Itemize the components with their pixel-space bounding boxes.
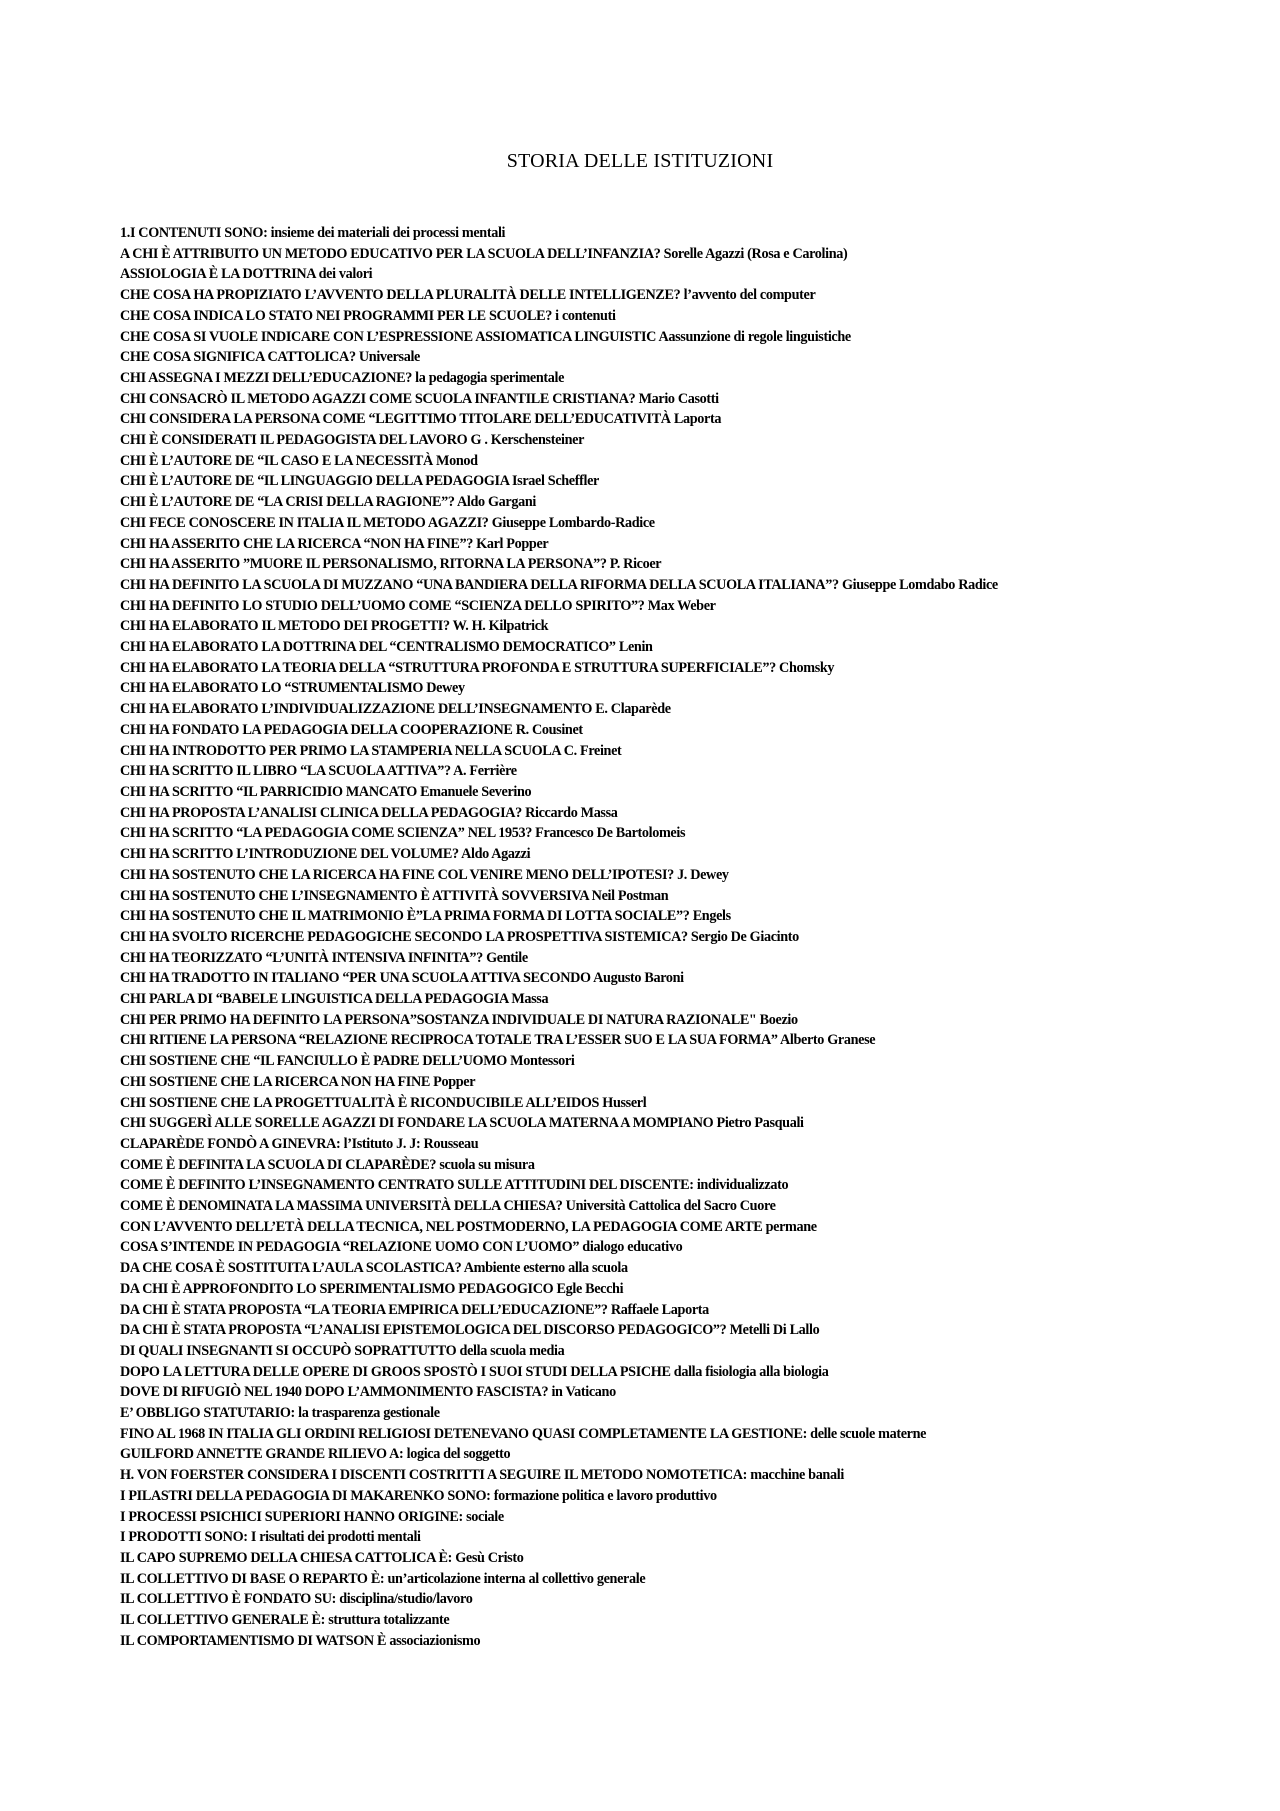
- qa-line: CHI HA FONDATO LA PEDAGOGIA DELLA COOPERAZIONE R. Cousinet: [120, 721, 583, 738]
- qa-line: CHI HA SOSTENUTO CHE IL MATRIMONIO È”LA PRIMA FORMA DI LOTTA SOCIALE”? Engels: [120, 908, 731, 925]
- qa-line: CON L’AVVENTO DELL’ETÀ DELLA TECNICA, NEL POSTMODERNO, LA PEDAGOGIA COME ARTE permane: [120, 1218, 817, 1235]
- qa-line: CHI SOSTIENE CHE LA PROGETTUALITÀ È RICONDUCIBILE ALL’EIDOS Husserl: [120, 1094, 647, 1111]
- qa-line: CHI SOSTIENE CHE “IL FANCIULLO È PADRE DELL’UOMO Montessori: [120, 1053, 575, 1070]
- qa-line: CHI HA ELABORATO LA DOTTRINA DEL “CENTRALISMO DEMOCRATICO” Lenin: [120, 639, 653, 656]
- qa-line: IL COLLETTIVO DI BASE O REPARTO È: un’articolazione interna al collettivo generale: [120, 1570, 646, 1587]
- qa-line: IL COLLETTIVO GENERALE È: struttura totalizzante: [120, 1612, 450, 1629]
- qa-line: E’ OBBLIGO STATUTARIO: la trasparenza gestionale: [120, 1405, 440, 1422]
- qa-line: IL CAPO SUPREMO DELLA CHIESA CATTOLICA È: Gesù Cristo: [120, 1550, 524, 1566]
- qa-line: CHE COSA INDICA LO STATO NEI PROGRAMMI PER LE SCUOLE? i contenuti: [120, 307, 616, 324]
- qa-line: I PRODOTTI SONO: I risultati dei prodotti mentali: [120, 1529, 421, 1546]
- qa-line: CHI SUGGERÌ ALLE SORELLE AGAZZI DI FONDARE LA SCUOLA MATERNA A MOMPIANO Pietro Pasquali: [120, 1115, 804, 1132]
- qa-line: CHI HA TEORIZZATO “L’UNITÀ INTENSIVA INFINITA”? Gentile: [120, 949, 528, 966]
- qa-line: CHI È CONSIDERATI IL PEDAGOGISTA DEL LAVORO G . Kerschensteiner: [120, 432, 585, 449]
- qa-line: FINO AL 1968 IN ITALIA GLI ORDINI RELIGIOSI DETENEVANO QUASI COMPLETAMENTE LA GESTIONE: delle scuole materne: [120, 1425, 927, 1442]
- qa-line: GUILFORD ANNETTE GRANDE RILIEVO A: logica del soggetto: [120, 1446, 511, 1463]
- qa-line: I PILASTRI DELLA PEDAGOGIA DI MAKARENKO SONO: formazione politica e lavoro produttivo: [120, 1487, 717, 1504]
- qa-line: DA CHI È STATA PROPOSTA “L’ANALISI EPISTEMOLOGICA DEL DISCORSO PEDAGOGICO”? Metelli Di Lallo: [120, 1322, 820, 1339]
- qa-line: CHI HA DEFINITO LA SCUOLA DI MUZZANO “UNA BANDIERA DELLA RIFORMA DELLA SCUOLA ITALIANA”? Giuseppe Lomdabo Radice: [120, 576, 998, 593]
- qa-line: CHI HA SOSTENUTO CHE L’INSEGNAMENTO È ATTIVITÀ SOVVERSIVA Neil Postman: [120, 887, 669, 904]
- qa-line: CHI PER PRIMO HA DEFINITO LA PERSONA”SOSTANZA INDIVIDUALE DI NATURA RAZIONALE" Boezio: [120, 1011, 798, 1028]
- qa-line: CHI HA ELABORATO IL METODO DEI PROGETTI? W. H. Kilpatrick: [120, 618, 549, 635]
- qa-line: CHI HA TRADOTTO IN ITALIANO “PER UNA SCUOLA ATTIVA SECONDO Augusto Baroni: [120, 970, 684, 987]
- question-answer-list: [120, 223, 1170, 1652]
- qa-line: DA CHI È STATA PROPOSTA “LA TEORIA EMPIRICA DELL’EDUCAZIONE”? Raffaele Laporta: [120, 1301, 709, 1318]
- qa-line: COME È DENOMINATA LA MASSIMA UNIVERSITÀ DELLA CHIESA? Università Cattolica del Sacro Cuore: [120, 1198, 776, 1215]
- qa-line: CHI HA SVOLTO RICERCHE PEDAGOGICHE SECONDO LA PROSPETTIVA SISTEMICA? Sergio De Giacinto: [120, 928, 799, 945]
- qa-line: CHI HA SCRITTO IL LIBRO “LA SCUOLA ATTIVA”? A. Ferrière: [120, 763, 517, 780]
- qa-line: CHI CONSACRÒ IL METODO AGAZZI COME SCUOLA INFANTILE CRISTIANA? Mario Casotti: [120, 390, 719, 407]
- qa-line: CHI È L’AUTORE DE “IL LINGUAGGIO DELLA PEDAGOGIA Israel Scheffler: [120, 473, 599, 490]
- qa-line: DA CHI È APPROFONDITO LO SPERIMENTALISMO PEDAGOGICO Egle Becchi: [120, 1280, 624, 1297]
- qa-line: H. VON FOERSTER CONSIDERA I DISCENTI COSTRITTI A SEGUIRE IL METODO NOMOTETICA: macchine banali: [120, 1467, 844, 1484]
- qa-line: DA CHE COSA È SOSTITUITA L’AULA SCOLASTICA? Ambiente esterno alla scuola: [120, 1260, 628, 1277]
- qa-line: CHE COSA HA PROPIZIATO L’AVVENTO DELLA PLURALITÀ DELLE INTELLIGENZE? l’avvento del computer: [120, 287, 816, 304]
- qa-line: CHI HA ELABORATO LA TEORIA DELLA “STRUTTURA PROFONDA E STRUTTURA SUPERFICIALE”? Chomsky: [120, 659, 835, 676]
- qa-line: CHE COSA SI VUOLE INDICARE CON L’ESPRESSIONE ASSIOMATICA LINGUISTIC Aassunzione di regole linguistiche: [120, 328, 851, 345]
- qa-line: CHI HA ELABORATO L’INDIVIDUALIZZAZIONE DELL’INSEGNAMENTO E. Claparède: [120, 701, 671, 718]
- qa-line: DOPO LA LETTURA DELLE OPERE DI GROOS SPOSTÒ I SUOI STUDI DELLA PSICHE dalla fisiologia alla biologia: [120, 1363, 829, 1380]
- qa-line: DOVE DI RIFUGIÒ NEL 1940 DOPO L’AMMONIMENTO FASCISTA? in Vaticano: [120, 1384, 616, 1401]
- qa-line: CHI FECE CONOSCERE IN ITALIA IL METODO AGAZZI? Giuseppe Lombardo-Radice: [120, 514, 655, 531]
- qa-line: CHI HA ASSERITO ”MUORE IL PERSONALISMO, RITORNA LA PERSONA”? P. Ricoer: [120, 556, 662, 573]
- qa-line: A CHI È ATTRIBUITO UN METODO EDUCATIVO PER LA SCUOLA DELL’INFANZIA? Sorelle Agazzi (Rosa e Carolina): [120, 245, 848, 262]
- qa-line: IL COMPORTAMENTISMO DI WATSON È associazionismo: [120, 1632, 481, 1649]
- qa-line: 1.I CONTENUTI SONO: insieme dei materiali dei processi mentali: [120, 225, 506, 241]
- qa-line: CHI HA ASSERITO CHE LA RICERCA “NON HA FINE”? Karl Popper: [120, 535, 549, 552]
- qa-line: IL COLLETTIVO È FONDATO SU: disciplina/studio/lavoro: [120, 1591, 473, 1608]
- qa-line: COSA S’INTENDE IN PEDAGOGIA “RELAZIONE UOMO CON L’UOMO” dialogo educativo: [120, 1239, 683, 1256]
- qa-line: DI QUALI INSEGNANTI SI OCCUPÒ SOPRATTUTTO della scuola media: [120, 1342, 565, 1359]
- qa-line: CLAPARÈDE FONDÒ A GINEVRA: l’Istituto J. J: Rousseau: [120, 1135, 479, 1152]
- qa-line: CHI SOSTIENE CHE LA RICERCA NON HA FINE Popper: [120, 1073, 476, 1090]
- qa-line: CHI HA INTRODOTTO PER PRIMO LA STAMPERIA NELLA SCUOLA C. Freinet: [120, 742, 622, 759]
- qa-line: CHI HA SCRITTO L’INTRODUZIONE DEL VOLUME? Aldo Agazzi: [120, 846, 531, 863]
- qa-line: CHI HA SCRITTO “IL PARRICIDIO MANCATO Emanuele Severino: [120, 783, 532, 800]
- qa-line: CHI CONSIDERA LA PERSONA COME “LEGITTIMO TITOLARE DELL’EDUCATIVITÀ Laporta: [120, 411, 722, 428]
- qa-line: CHI HA SCRITTO “LA PEDAGOGIA COME SCIENZA” NEL 1953? Francesco De Bartolomeis: [120, 825, 686, 842]
- qa-line: CHE COSA SIGNIFICA CATTOLICA? Universale: [120, 349, 421, 366]
- qa-line: COME È DEFINITA LA SCUOLA DI CLAPARÈDE? scuola su misura: [120, 1156, 535, 1173]
- qa-line: CHI PARLA DI “BABELE LINGUISTICA DELLA PEDAGOGIA Massa: [120, 991, 549, 1008]
- qa-line: COME È DEFINITO L’INSEGNAMENTO CENTRATO SULLE ATTITUDINI DEL DISCENTE: individualizzato: [120, 1177, 789, 1194]
- qa-line: CHI RITIENE LA PERSONA “RELAZIONE RECIPROCA TOTALE TRA L’ESSER SUO E LA SUA FORMA” Alberto Granese: [120, 1032, 876, 1049]
- qa-line: CHI HA PROPOSTA L’ANALISI CLINICA DELLA PEDAGOGIA? Riccardo Massa: [120, 804, 618, 821]
- qa-line: CHI HA ELABORATO LO “STRUMENTALISMO Dewey: [120, 680, 465, 697]
- qa-line: CHI È L’AUTORE DE “IL CASO E LA NECESSITÀ Monod: [120, 452, 478, 469]
- qa-line: CHI ASSEGNA I MEZZI DELL’EDUCAZIONE? la pedagogia sperimentale: [120, 369, 565, 386]
- qa-line: CHI HA DEFINITO LO STUDIO DELL’UOMO COME “SCIENZA DELLO SPIRITO”? Max Weber: [120, 597, 716, 614]
- qa-line: ASSIOLOGIA È LA DOTTRINA dei valori: [120, 266, 373, 283]
- qa-line: I PROCESSI PSICHICI SUPERIORI HANNO ORIGINE: sociale: [120, 1508, 504, 1525]
- document-title: STORIA DELLE ISTITUZIONI: [506, 150, 774, 172]
- qa-line: CHI HA SOSTENUTO CHE LA RICERCA HA FINE COL VENIRE MENO DELL’IPOTESI? J. Dewey: [120, 866, 729, 883]
- qa-line: CHI È L’AUTORE DE “LA CRISI DELLA RAGIONE”? Aldo Gargani: [120, 494, 536, 511]
